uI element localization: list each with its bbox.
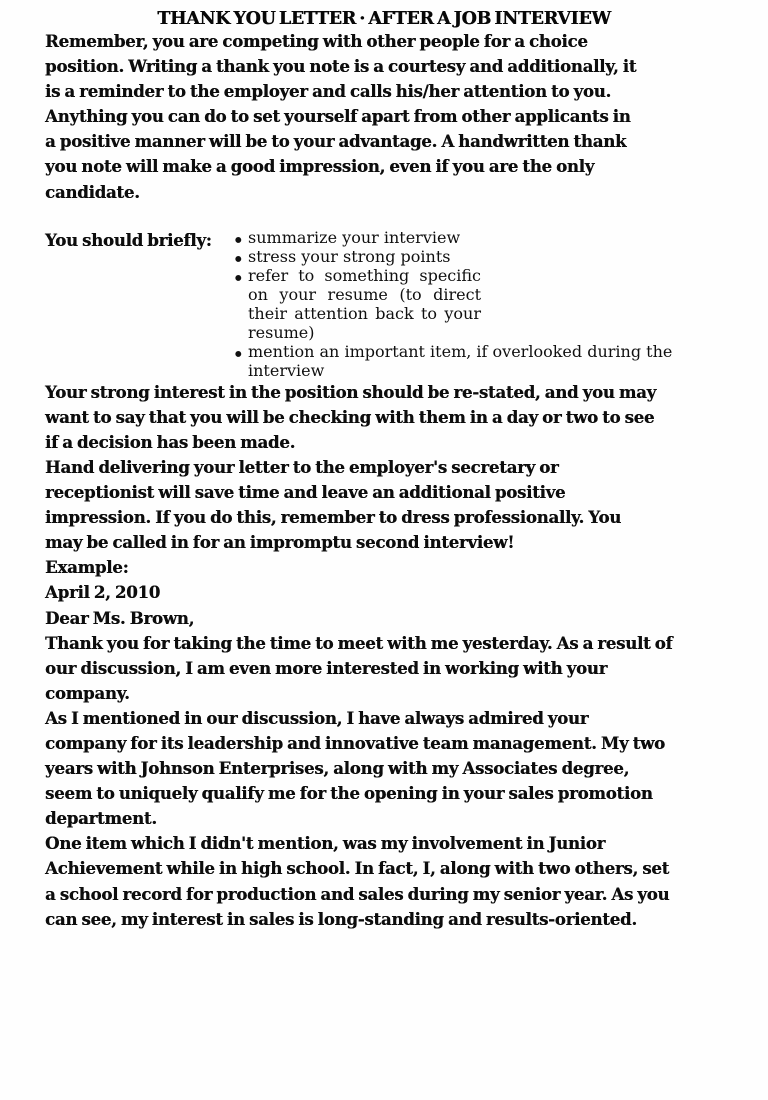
letter-paragraph-1: Thank you for taking the time to meet with me yesterday. As a result of our discussion, I am even more interested in working with your company. — [45, 632, 673, 703]
list-item — [233, 246, 740, 269]
example-label: Example: — [45, 557, 129, 578]
bullet-point-icon: • — [233, 267, 244, 288]
list-item — [233, 266, 740, 342]
list-item-text: summarize your interview — [248, 227, 461, 247]
bullet-point-icon: • — [233, 343, 244, 364]
list-item-text: stress your strong points — [248, 246, 451, 266]
letter-salutation: Dear Ms. Brown, — [45, 607, 195, 628]
letter-paragraph-2: As I mentioned in our discussion, I have always admired your company for its leadership and innovative team management. My two years with Johnson Enterprises, along with my Associates degree, seem to uniquely qualify me for the opening in your sales promotion department. — [45, 707, 665, 829]
bullet-point-icon: • — [233, 229, 244, 250]
delivery-paragraph: Hand delivering your letter to the employer's secretary or receptionist will save time and leave an additional positive impression. If you do this, remember to dress professionally. You may be called in for an impromptu second interview! — [45, 456, 622, 553]
briefly-section — [45, 228, 740, 380]
list-item-text: refer to something specific on your resume (to direct their attention back to your resume) — [248, 265, 481, 342]
list-item — [233, 342, 740, 380]
briefly-label: You should briefly: — [45, 229, 212, 250]
letter-date: April 2, 2010 — [45, 582, 161, 603]
bullet-point-icon: • — [233, 248, 244, 269]
intro-paragraph: Remember, you are competing with other people for a choice position. Writing a thank you note is a courtesy and additionally, it is a reminder to the employer and calls his/her attention to you. Anything you can do to set yourself apart from other applicants in a positive manner will be to your advantage. A handwritten thank you note will make a good impression, even if you are the only candidate. — [45, 31, 637, 202]
restate-paragraph: Your strong interest in the position should be re-stated, and you may want to say that you will be checking with them in a day or two to see if a decision has been made. — [45, 381, 657, 452]
document-body — [0, 29, 768, 932]
page-title: THANK YOU LETTER · AFTER A JOB INTERVIEW — [157, 9, 611, 29]
list-item-text: mention an important item, if overlooked during the interview — [248, 341, 673, 380]
letter-paragraph-3: One item which I didn't mention, was my involvement in Junior Achievement while in high school. In fact, I, along with two others, set a school record for production and sales during my senior year. As you can see, my interest in sales is long-standing and results-oriented. — [45, 833, 670, 929]
list-item — [233, 227, 740, 250]
briefly-bullet-list — [233, 228, 740, 380]
